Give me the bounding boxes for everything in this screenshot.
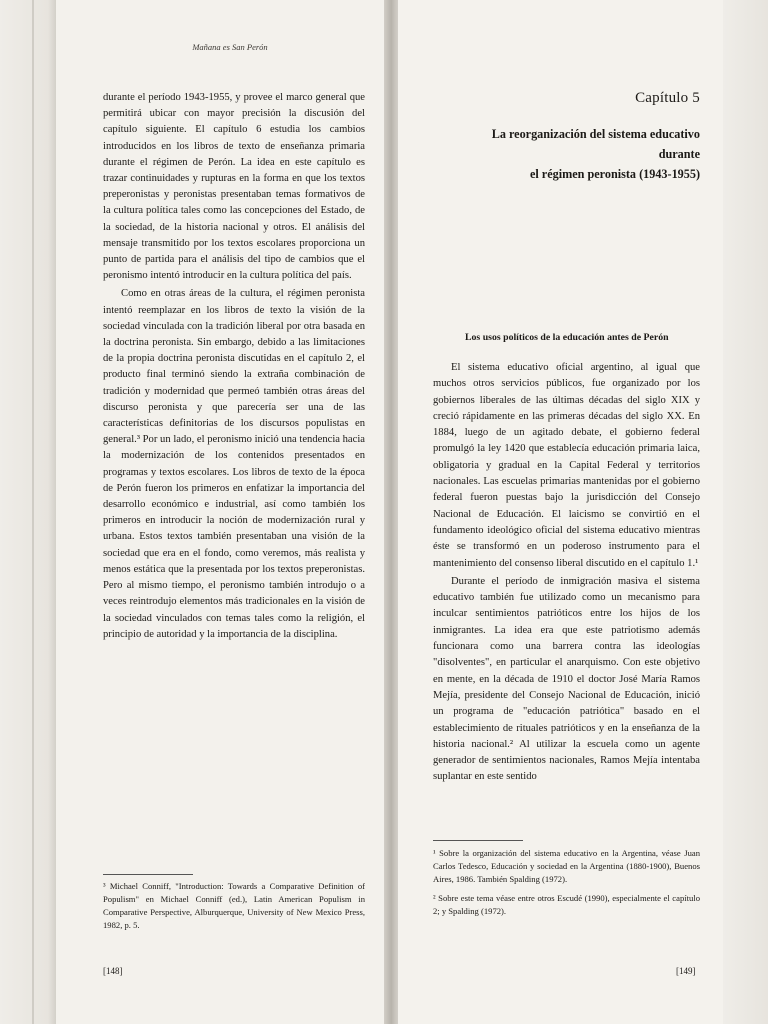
chapter-title [450, 124, 700, 184]
footnote: ³ Michael Conniff, "Introduction: Towards a Comparative Definition of Populism" en Michael Conniff (ed.), Latin American Populism in Comparative Perspective, Alburquerque, University of New Mexico Press, 1982, p. 5. [103, 881, 365, 930]
left-page-edge [0, 0, 56, 1024]
paragraph: El sistema educativo oficial argentino, al igual que muchos otros servicios públicos, fue organizado por los gobiernos liberales de las últimas décadas del siglo XIX y creció rápidamente en las primeras décadas del siglo XX. En 1884, luego de un agitado debate, el gobierno federal promulgó la ley 1420 que establecía educación primaria laica, obligatoria y gradual en la Capital Federal y territorios nacionales. Las escuelas primarias mantenidas por el gobierno federal fueron puestas bajo la jurisdicción del Consejo Nacional de Educación. El laicismo se convirtió en el fundamento ideológico oficial del sistema educativo mientras éste se transformó en un poderoso instrumento para el mantenimiento del consenso liberal discutido en el capítulo 1.¹ [433, 362, 700, 569]
section-heading: Los usos políticos de la educación antes de Perón [465, 332, 669, 343]
paragraph: durante el período 1943-1955, y provee el marco general que permitirá ubicar con mayor precisión la discusión del capítulo siguiente. El capítulo 6 estudia los cambios introducidos en los libros de texto de enseñanza primaria durante el régimen de Perón. La idea en este capítulo es trazar continuidades y rupturas en la forma en que los textos preperonistas y peronistas presentaban temas formativos de la cultura política tales como las concepciones del Estado, de la sociedad, de la historia nacional y otros. El análisis del mensaje transmitido por los textos escolares proporciona un punto de partida para el análisis del tipo de cambios que el peronismo intentó introducir en la cultura política del país. [103, 92, 365, 282]
footnote-rule [103, 874, 193, 875]
right-page-edge [723, 0, 768, 1024]
footnote-rule [433, 840, 523, 841]
page-number: [148] [103, 966, 123, 976]
chapter-title-line: La reorganización del sistema educativo durante [491, 127, 700, 161]
page-number: [149] [676, 966, 696, 976]
chapter-title-line: el régimen peronista (1943-1955) [529, 167, 700, 181]
right-page-body [433, 360, 700, 786]
running-head: Mañana es San Perón [192, 42, 268, 52]
footnotes [433, 847, 700, 924]
paragraph: Como en otras áreas de la cultura, el régimen peronista intentó reemplazar en los libros de texto la visión de la sociedad vinculada con la tradición liberal por otra basada en la doctrina peronista. Sin embargo, debido a las limitaciones de la propia doctrina peronista discutidas en el capítulo 2, el producto final terminó siendo la extraña combinación de tradición y modernidad que permeó también otras áreas del discurso peronista y que parecería ser una de las características definitorias de los discursos populistas en general.³ Por un lado, el peronismo inició una tendencia hacia la modernización de los contenidos presentados en programas y textos escolares. Los libros de texto de la época de Perón fueron los primeros en enfatizar la importancia del desarrollo económico e industrial, así como también los primeros en introducir la noción de modernización rural y urbana. Estos textos también presentaban una visión de la sociedad que era en el fondo, como veremos, más realista y menos estática que la presentada por los textos preperonistas. Pero al mismo tiempo, el peronismo también introdujo o a veces reintrodujo elementos más tradicionales en la visión de la sociedad vinculados con temas tales como la religión, el principio de autoridad y la importancia de la disciplina. [103, 288, 365, 640]
footnote: ¹ Sobre la organización del sistema educativo en la Argentina, véase Juan Carlos Tedesco, Educación y sociedad en la Argentina (1880-1900), Buenos Aires, 1986. También Spalding (1972). [433, 848, 700, 884]
chapter-label: Capítulo 5 [635, 90, 700, 106]
paragraph: Durante el período de inmigración masiva el sistema educativo también fue utilizado como un mecanismo para inculcar sentimientos patrióticos entre los hijos de los inmigrantes. La idea era que este patriotismo además funcionara como una barrera contra las ideologías "disolventes", en particular el anarquismo. Con este objetivo en mente, en la década de 1910 el doctor José María Ramos Mejía, presidente del Consejo Nacional de Educación, inició un programa de "educación patriótica" basado en el establecimiento de rituales patrióticos y en la enseñanza de la historia nacional.² Al utilizar la escuela como un agente generador de sentimientos nacionales, Ramos Mejía intentaba suplantar en este sentido [433, 575, 700, 783]
left-page-body [103, 90, 365, 643]
footnote: ² Sobre este tema véase entre otros Escudé (1990), especialmente el capítulo 2; y Spalding (1972). [433, 893, 700, 916]
